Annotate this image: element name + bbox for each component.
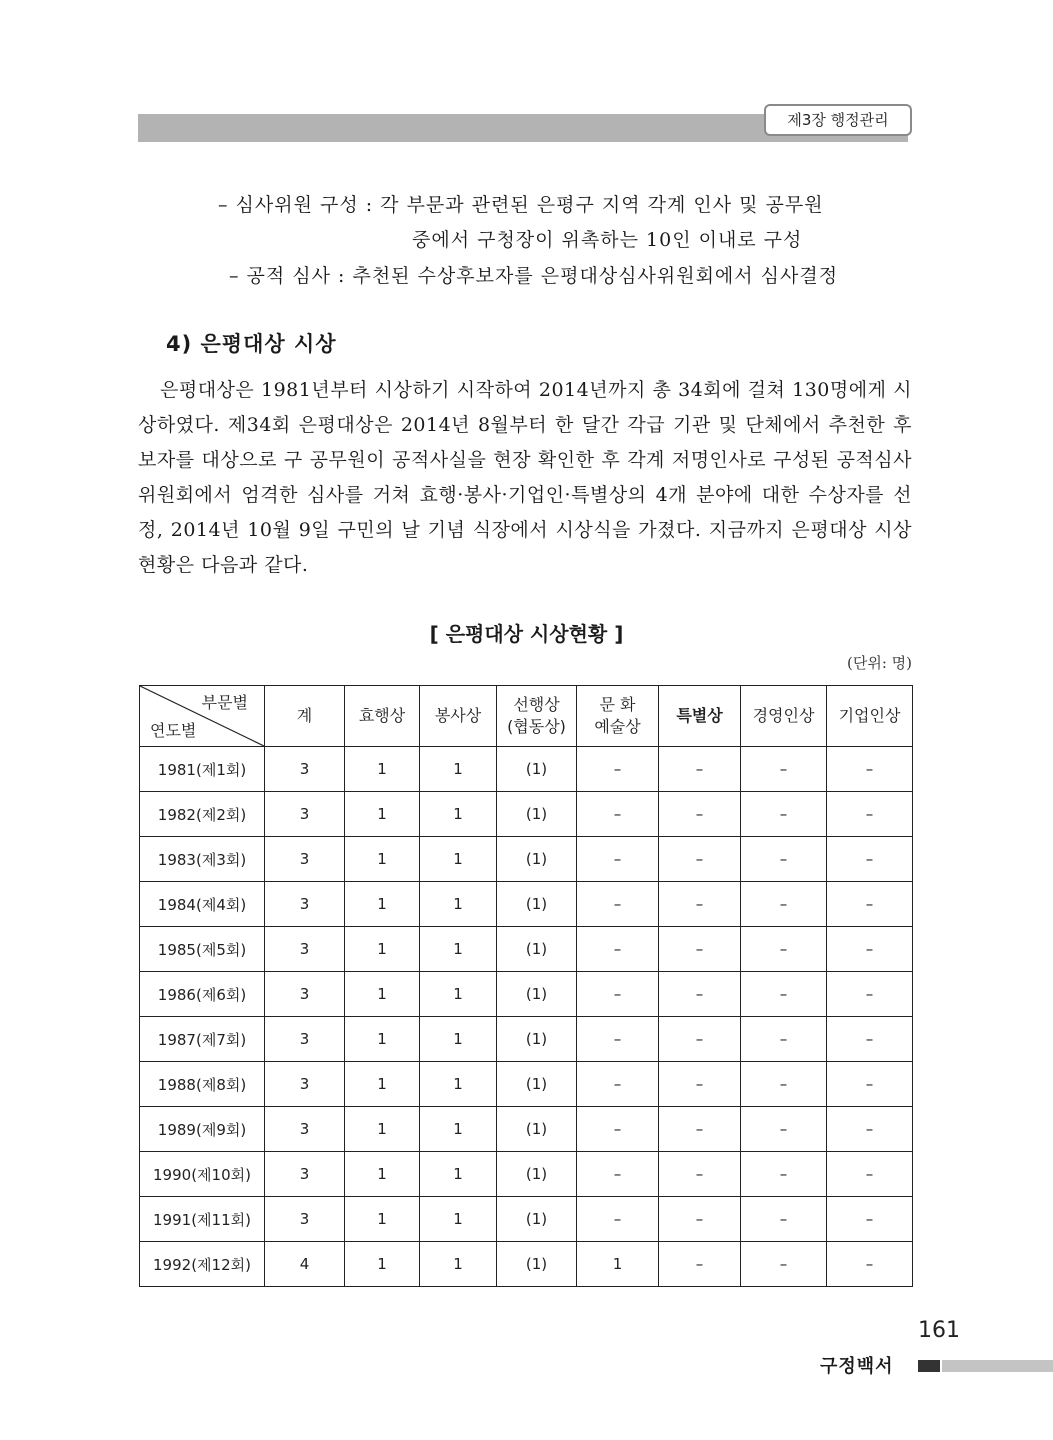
count-cell: – (827, 747, 913, 792)
count-cell: 1 (420, 792, 497, 837)
count-cell: 4 (265, 1242, 345, 1287)
count-cell: – (577, 882, 659, 927)
corner-label-category: 부문별 (201, 693, 248, 712)
count-cell: 1 (420, 1017, 497, 1062)
year-cell: 1984(제4회) (140, 882, 265, 927)
count-cell: – (741, 882, 827, 927)
count-cell: – (827, 792, 913, 837)
header-service (420, 686, 497, 747)
count-cell: – (741, 972, 827, 1017)
count-cell: – (659, 1062, 741, 1107)
count-cell: – (827, 972, 913, 1017)
count-cell: – (827, 1242, 913, 1287)
table-row (140, 1242, 913, 1287)
year-cell: 1983(제3회) (140, 837, 265, 882)
count-cell: 3 (265, 1062, 345, 1107)
header-good-deed (497, 686, 577, 747)
header-culture-arts (577, 686, 659, 747)
count-cell: 1 (420, 1152, 497, 1197)
table-header-row (140, 686, 913, 747)
year-cell: 1991(제11회) (140, 1197, 265, 1242)
count-cell: 1 (420, 1242, 497, 1287)
count-cell: 1 (420, 1197, 497, 1242)
count-cell: 1 (345, 882, 420, 927)
count-cell: – (577, 927, 659, 972)
unit-label: (단위: 명) (847, 654, 912, 672)
count-cell: – (659, 792, 741, 837)
count-cell: – (741, 1062, 827, 1107)
count-cell: – (659, 747, 741, 792)
section-title: 4) 은평대상 시상 (166, 332, 337, 356)
footer-bar-light (942, 1360, 1053, 1372)
count-cell: – (577, 972, 659, 1017)
year-cell: 1992(제12회) (140, 1242, 265, 1287)
count-cell: – (659, 927, 741, 972)
count-cell: 1 (345, 1152, 420, 1197)
count-cell: 3 (265, 792, 345, 837)
count-cell: 3 (265, 1152, 345, 1197)
count-cell: – (659, 1107, 741, 1152)
count-cell: 1 (345, 1107, 420, 1152)
year-cell: 1989(제9회) (140, 1107, 265, 1152)
header-total (265, 686, 345, 747)
count-cell: – (827, 1152, 913, 1197)
count-cell: (1) (497, 837, 577, 882)
table-row (140, 1017, 913, 1062)
count-cell: 1 (420, 747, 497, 792)
count-cell: – (827, 927, 913, 972)
count-cell: 3 (265, 882, 345, 927)
count-cell: 1 (420, 1107, 497, 1152)
table-row (140, 1152, 913, 1197)
table-row (140, 882, 913, 927)
year-cell: 1990(제10회) (140, 1152, 265, 1197)
count-cell: – (577, 1197, 659, 1242)
count-cell: – (577, 792, 659, 837)
count-cell: (1) (497, 792, 577, 837)
awards-table (139, 685, 913, 1287)
page-number: 161 (918, 1318, 960, 1343)
count-cell: – (577, 747, 659, 792)
count-cell: – (827, 1107, 913, 1152)
count-cell: 1 (420, 972, 497, 1017)
count-cell: – (827, 837, 913, 882)
header-special (659, 686, 741, 747)
table-row (140, 1062, 913, 1107)
year-cell: 1985(제5회) (140, 927, 265, 972)
header-text-line: 예술상 (594, 717, 641, 736)
table-row (140, 927, 913, 972)
count-cell: 1 (420, 882, 497, 927)
count-cell: 1 (345, 972, 420, 1017)
count-cell: – (741, 1107, 827, 1152)
count-cell: – (741, 837, 827, 882)
count-cell: 3 (265, 972, 345, 1017)
header-text-line: 기업인상 (838, 706, 901, 725)
count-cell: 1 (420, 1062, 497, 1107)
count-cell: – (659, 1197, 741, 1242)
header-text-line: 선행상 (513, 695, 560, 714)
header-text-line: (협동상) (507, 717, 566, 736)
count-cell: 1 (345, 792, 420, 837)
count-cell: 1 (345, 747, 420, 792)
count-cell: (1) (497, 882, 577, 927)
year-cell: 1982(제2회) (140, 792, 265, 837)
count-cell: – (741, 792, 827, 837)
count-cell: 1 (345, 1062, 420, 1107)
count-cell: – (741, 1017, 827, 1062)
count-cell: – (741, 1197, 827, 1242)
count-cell: 3 (265, 1107, 345, 1152)
book-title: 구정백서 (820, 1356, 894, 1377)
year-cell: 1981(제1회) (140, 747, 265, 792)
header-text-line: 특별상 (676, 706, 723, 725)
header-filial (345, 686, 420, 747)
header-text-line: 문 화 (599, 695, 636, 714)
count-cell: – (577, 1107, 659, 1152)
count-cell: 3 (265, 1197, 345, 1242)
count-cell: – (827, 1197, 913, 1242)
count-cell: – (827, 882, 913, 927)
table-row (140, 792, 913, 837)
count-cell: 3 (265, 747, 345, 792)
chapter-tab: 제3장 행정관리 (764, 104, 912, 136)
footer-bar-dark (918, 1360, 940, 1372)
count-cell: – (741, 747, 827, 792)
count-cell: – (659, 1017, 741, 1062)
header-text-line: 봉사상 (434, 706, 482, 725)
count-cell: (1) (497, 1107, 577, 1152)
count-cell: (1) (497, 1152, 577, 1197)
count-cell: 1 (577, 1242, 659, 1287)
header-text-line: 경영인상 (752, 706, 815, 725)
year-cell: 1988(제8회) (140, 1062, 265, 1107)
criteria-item-review: – 공적 심사 : 추천된 수상후보자를 은평대상심사위원회에서 심사결정 (229, 265, 839, 287)
header-text-line: 효행상 (358, 706, 406, 725)
count-cell: 1 (345, 837, 420, 882)
table-row (140, 972, 913, 1017)
count-cell: – (577, 1152, 659, 1197)
count-cell: 1 (420, 927, 497, 972)
count-cell: – (741, 1152, 827, 1197)
count-cell: – (577, 1062, 659, 1107)
count-cell: – (659, 1242, 741, 1287)
count-cell: – (741, 1242, 827, 1287)
corner-header (140, 686, 265, 747)
count-cell: – (827, 1017, 913, 1062)
header-text-line: 계 (296, 706, 313, 725)
count-cell: – (659, 882, 741, 927)
table-row (140, 837, 913, 882)
count-cell: – (577, 837, 659, 882)
count-cell: (1) (497, 1197, 577, 1242)
year-cell: 1987(제7회) (140, 1017, 265, 1062)
count-cell: (1) (497, 1242, 577, 1287)
count-cell: (1) (497, 927, 577, 972)
count-cell: 1 (345, 1197, 420, 1242)
year-cell: 1986(제6회) (140, 972, 265, 1017)
section-paragraph: 은평대상은 1981년부터 시상하기 시작하여 2014년까지 총 34회에 걸쳐 130명에게 시상하였다. 제34회 은평대상은 2014년 8월부터 한 달간 각급 기관 및 단체에서 추천한 후보자를 대상으로 구 공무원이 공적사실을 현장 확인한 후 각계 저명인사로 구성된 공적심사위원회에서 엄격한 심사를 거쳐 효행·봉사·기업인·특별상의 4개 분야에 대한 수상자를 선정, 2014년 10월 9일 구민의 날 기념 식장에서 시상식을 가졌다. 지금까지 은평대상 시상현황은 다음과 같다. (138, 379, 912, 576)
criteria-item-committee: – 심사위원 구성 : 각 부문과 관련된 은평구 지역 각계 인사 및 공무원 (218, 194, 824, 216)
count-cell: 3 (265, 927, 345, 972)
count-cell: – (659, 837, 741, 882)
count-cell: 3 (265, 1017, 345, 1062)
table-row (140, 747, 913, 792)
criteria-item-committee-cont: 중에서 구청장이 위촉하는 10인 이내로 구성 (412, 229, 803, 251)
table-caption: [ 은평대상 시상현황 ] (429, 622, 624, 646)
header-entrepreneur (827, 686, 913, 747)
count-cell: 1 (345, 1242, 420, 1287)
count-cell: (1) (497, 1062, 577, 1107)
count-cell: 3 (265, 837, 345, 882)
table-row (140, 1197, 913, 1242)
count-cell: – (659, 972, 741, 1017)
count-cell: – (659, 1152, 741, 1197)
count-cell: (1) (497, 747, 577, 792)
count-cell: (1) (497, 972, 577, 1017)
count-cell: – (827, 1062, 913, 1107)
count-cell: 1 (345, 927, 420, 972)
corner-label-year: 연도별 (150, 721, 197, 740)
count-cell: – (741, 927, 827, 972)
table-row (140, 1107, 913, 1152)
header-management (741, 686, 827, 747)
count-cell: (1) (497, 1017, 577, 1062)
count-cell: 1 (420, 837, 497, 882)
count-cell: – (577, 1017, 659, 1062)
count-cell: 1 (345, 1017, 420, 1062)
